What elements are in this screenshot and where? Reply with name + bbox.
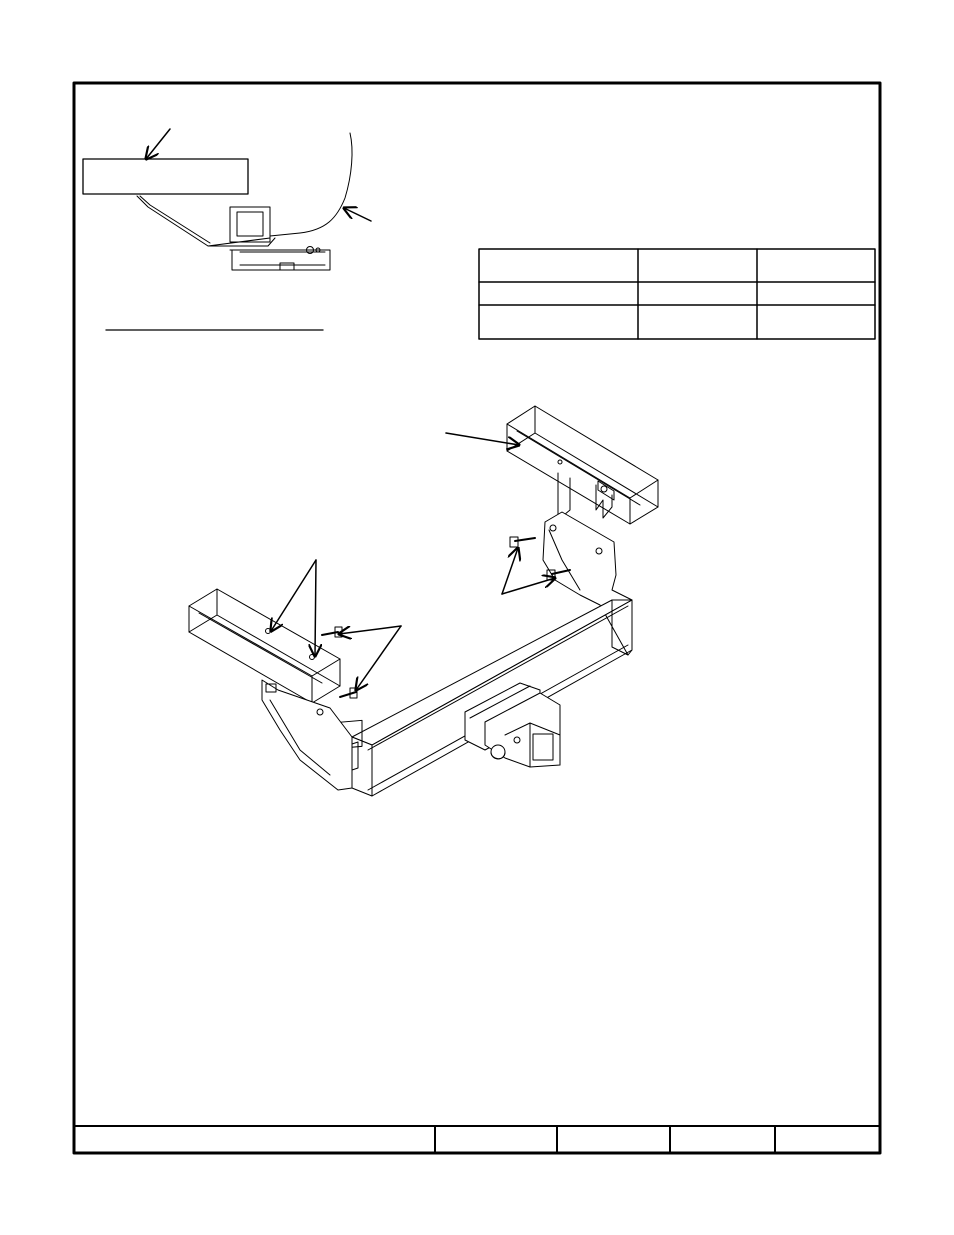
main-view xyxy=(189,406,658,796)
table-cell xyxy=(479,282,638,305)
arrow-right-bolt-upper xyxy=(502,548,518,594)
table-header-1 xyxy=(479,249,638,282)
table-cell xyxy=(757,305,875,339)
arrow-left-hole-1 xyxy=(271,560,316,631)
table-cell xyxy=(757,282,875,305)
detail-bumper-curve xyxy=(270,133,352,236)
title-block-cell xyxy=(671,1127,774,1152)
table-header-3 xyxy=(757,249,875,282)
table-cell xyxy=(638,305,757,339)
detail-arrow-bumper xyxy=(344,208,371,221)
title-block-cell xyxy=(558,1127,669,1152)
detail-view xyxy=(83,129,371,330)
detail-frame-rail xyxy=(83,159,248,194)
arrow-left-hole-2 xyxy=(315,560,316,656)
detail-arrow-rail xyxy=(146,129,170,159)
detail-caption xyxy=(106,310,323,328)
table-cell xyxy=(638,282,757,305)
detail-bracket xyxy=(137,196,275,246)
arrow-right-bolt-lower xyxy=(502,578,555,594)
table-header-2 xyxy=(638,249,757,282)
title-block-cell xyxy=(436,1127,556,1152)
title-block-cell xyxy=(75,1127,434,1152)
receiver-tube xyxy=(465,683,560,767)
table-cell xyxy=(479,305,638,339)
title-block-cell xyxy=(776,1127,879,1152)
arrow-left-bolt-lower xyxy=(356,626,401,690)
right-frame-rail xyxy=(507,406,658,524)
arrow-left-bolt-upper xyxy=(339,626,401,634)
